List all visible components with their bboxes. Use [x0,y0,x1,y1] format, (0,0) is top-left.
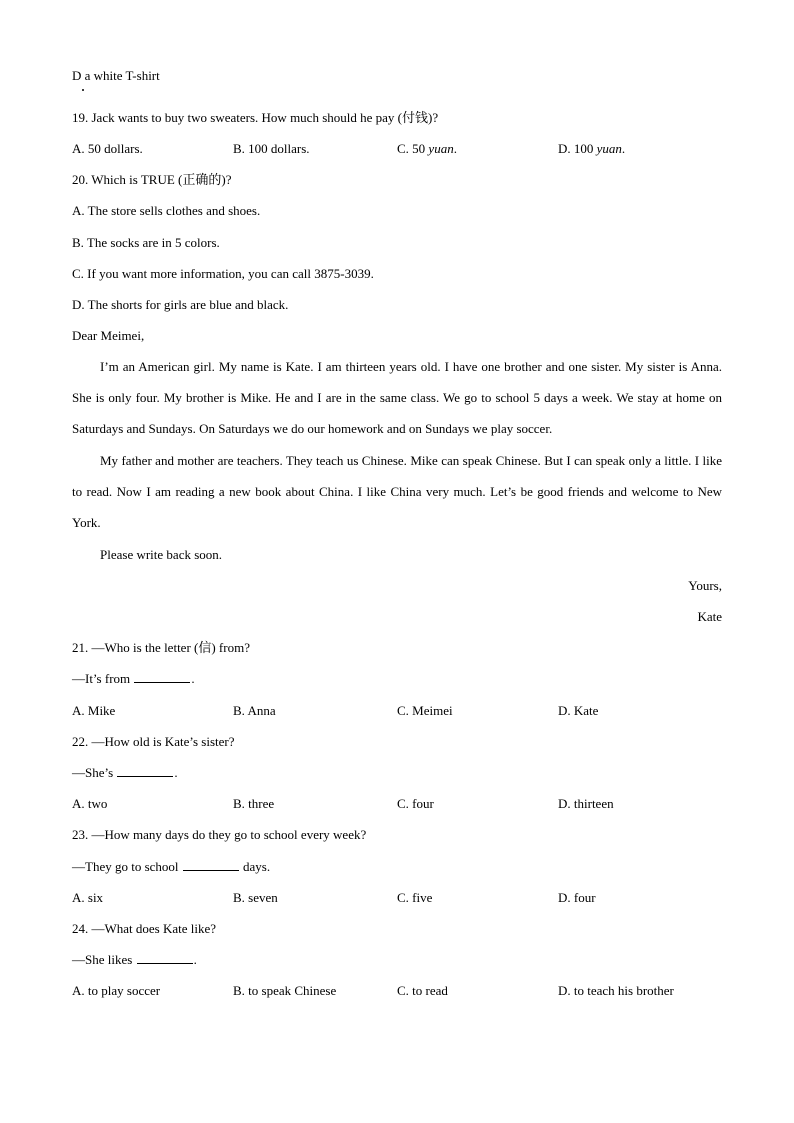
q24-option-a: A. to play soccer [72,983,161,998]
letter-paragraph-3: Please write back soon. [100,547,223,562]
q22-option-c: C. four [397,796,434,811]
q21-stem: 21. —Who is the letter (信) from? [72,640,250,655]
emphasis-dot [82,89,84,91]
q24-answer-blank[interactable] [137,952,193,964]
letter-greeting: Dear Meimei, [72,328,145,343]
q23-answer-blank[interactable] [183,859,239,871]
q24-answer-prefix: —She likes [72,952,136,967]
q24-answer-suffix: . [193,952,197,967]
q21-options [72,703,722,719]
q23-option-c: C. five [397,890,433,905]
q21-answer-blank[interactable] [134,671,190,683]
q20-option-c: C. If you want more information, you can call 3875-3039. [72,266,374,281]
q24-option-d: D. to teach his brother [558,983,674,998]
q18-option-d: D a white T-shirt [72,68,160,83]
q22-option-d: D. thirteen [558,796,614,811]
q19-option-c [397,141,457,157]
q19-option-d-prefix: D. 100 [558,141,597,156]
q21-answer-line [72,671,195,687]
q19-option-c-unit: yuan [428,141,454,156]
letter-signature: Kate [697,609,722,624]
q24-option-c: C. to read [397,983,448,998]
q23-options [72,890,722,906]
q19-option-a: A. 50 dollars. [72,141,143,156]
q19-options [72,141,722,157]
q22-option-a: A. two [72,796,108,811]
q20-option-b: B. The socks are in 5 colors. [72,235,220,250]
q21-answer-prefix: —It’s from [72,671,134,686]
q23-option-d: D. four [558,890,596,905]
q19-stem: 19. Jack wants to buy two sweaters. How much should he pay (付钱)? [72,110,439,125]
letter-paragraph-1: I’m an American girl. My name is Kate. I am thirteen years old. I have one brother and one sister. My sister is Anna. She is only four. My brother is Mike. He and I are in the same class. We go to school 5 days a week. We stay at home on Saturdays and Sundays. On Saturdays we do our homework and on Sundays we play soccer. [72,359,722,436]
q19-option-d-unit: yuan [596,141,622,156]
letter-closing: Yours, [688,578,722,593]
q19-option-b: B. 100 dollars. [233,141,310,156]
q20-option-a: A. The store sells clothes and shoes. [72,203,261,218]
q24-answer-line [72,952,197,968]
q20-option-d: D. The shorts for girls are blue and black. [72,297,289,312]
q23-answer-suffix: days. [239,859,271,874]
q24-stem: 24. —What does Kate like? [72,921,217,936]
q22-answer-blank[interactable] [117,765,173,777]
q21-option-a: A. Mike [72,703,116,718]
q23-answer-line [72,859,270,875]
q22-options [72,796,722,812]
q19-option-c-prefix: C. 50 [397,141,429,156]
q22-stem: 22. —How old is Kate’s sister? [72,734,235,749]
q22-answer-suffix: . [174,765,178,780]
q23-stem: 23. —How many days do they go to school every week? [72,827,367,842]
q23-option-a: A. six [72,890,104,905]
q22-answer-line [72,765,178,781]
q19-option-d-suffix: . [621,141,626,156]
q21-option-d: D. Kate [558,703,599,718]
q21-answer-suffix: . [191,671,195,686]
q22-option-b: B. three [233,796,275,811]
letter-paragraph-2: My father and mother are teachers. They teach us Chinese. Mike can speak Chinese. But I can speak only a little. I like to read. Now I am reading a new book about China. I like China very much. Let’s be good friends and welcome to New York. [72,453,722,530]
q19-option-d [558,141,625,157]
q23-option-b: B. seven [233,890,278,905]
q24-option-b: B. to speak Chinese [233,983,337,998]
q21-option-b: B. Anna [233,703,276,718]
q24-options [72,983,722,999]
q22-answer-prefix: —She’s [72,765,117,780]
q21-option-c: C. Meimei [397,703,453,718]
q23-answer-prefix: —They go to school [72,859,182,874]
q20-stem: 20. Which is TRUE (正确的)? [72,172,232,187]
q19-option-c-suffix: . [453,141,457,156]
